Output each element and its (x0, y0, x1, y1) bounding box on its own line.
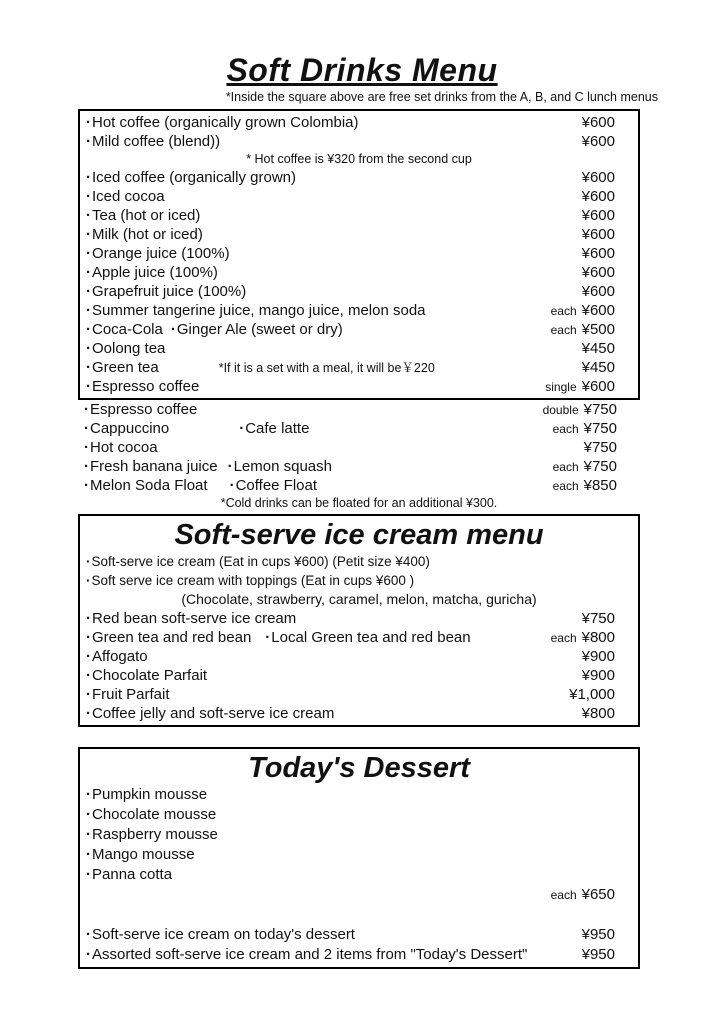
price-value: ¥650 (581, 886, 615, 903)
price-value: ¥600 (581, 207, 615, 224)
menu-item (86, 825, 218, 845)
menu-item (86, 282, 246, 301)
menu-item-row (78, 457, 640, 476)
spacer-row (80, 905, 638, 925)
menu-item-label: Iced coffee (organically grown) (92, 169, 296, 186)
menu-item-label: Milk (hot or iced) (92, 226, 203, 243)
section-soft-drinks-box (78, 109, 640, 400)
price-value: ¥750 (583, 439, 617, 456)
menu-item-label: Lemon squash (233, 458, 332, 475)
menu-item (86, 785, 207, 805)
menu-item (84, 457, 218, 476)
menu-title: Soft Drinks Menu (226, 52, 498, 88)
price-qualifier: single (545, 380, 577, 394)
price-value: ¥600 (581, 226, 615, 243)
price-value: ¥950 (581, 946, 615, 963)
price-group (582, 647, 615, 666)
menu-item (86, 685, 170, 704)
menu-subtitle: *Inside the square above are free set drinks from the A, B, and C lunch menus (225, 90, 658, 104)
menu-item-label: Cappuccino (90, 420, 170, 437)
menu-item-row (78, 400, 640, 419)
menu-item (86, 845, 195, 865)
bullet-icon: · (86, 629, 91, 646)
menu-item-row (80, 704, 638, 723)
menu-item-label: Coca-Cola (92, 321, 163, 338)
menu-item-label: Espresso coffee (90, 401, 198, 418)
price-group (553, 457, 617, 477)
bullet-icon: · (86, 806, 91, 823)
menu-item-label: Green tea (92, 359, 159, 376)
price-group (582, 244, 615, 263)
menu-item-label: Soft serve ice cream with toppings (Eat in cups ¥600 ) (91, 573, 415, 588)
bullet-icon: · (86, 826, 91, 843)
menu-item-row (80, 225, 638, 244)
price-group (543, 400, 617, 420)
price-qualifier: each (552, 460, 579, 474)
price-qualifier: each (550, 888, 577, 902)
section-soft-drinks-extra (78, 400, 640, 512)
price-group (582, 358, 615, 377)
price-value: ¥750 (583, 458, 617, 475)
menu-item-label: Oolong tea (92, 340, 166, 357)
menu-item-label: Grapefruit juice (100%) (92, 283, 247, 300)
menu-item-row (80, 785, 638, 805)
menu-item (86, 377, 199, 396)
bullet-icon: · (86, 169, 91, 186)
bullet-icon: · (86, 573, 91, 588)
menu-item-row (80, 805, 638, 825)
price-value: ¥900 (581, 667, 615, 684)
menu-note: * Hot coffee is ¥320 from the second cup (246, 152, 472, 166)
menu-item-label: Green tea and red bean (92, 629, 252, 646)
price-value: ¥600 (581, 302, 615, 319)
price-group (582, 225, 615, 244)
price-qualifier: each (552, 479, 579, 493)
bullet-icon: · (86, 340, 91, 357)
menu-item-row (80, 282, 638, 301)
menu-item-row (80, 609, 638, 628)
bullet-icon: · (86, 264, 91, 281)
menu-item-row (80, 571, 638, 590)
menu-item-row (80, 168, 638, 187)
menu-item (230, 476, 317, 495)
price-group (582, 263, 615, 282)
bullet-icon: · (86, 226, 91, 243)
menu-item-row (80, 885, 638, 905)
menu-item (86, 263, 218, 282)
menu-item (86, 552, 430, 571)
price-value: ¥600 (581, 188, 615, 205)
menu-item (86, 666, 207, 685)
price-value: ¥750 (581, 610, 615, 627)
price-value: ¥600 (581, 264, 615, 281)
price-value: ¥500 (581, 321, 615, 338)
bullet-icon: · (86, 554, 91, 569)
bullet-icon: · (86, 686, 91, 703)
menu-item-label: Mango mousse (92, 846, 195, 863)
menu-item (84, 400, 197, 419)
menu-item-label: Iced cocoa (92, 188, 165, 205)
price-group (551, 301, 615, 321)
menu-item (86, 358, 159, 377)
menu-item-row (80, 263, 638, 282)
inline-note (219, 359, 435, 378)
menu-item (86, 206, 200, 225)
price-group (545, 377, 615, 397)
bullet-icon: · (84, 420, 89, 437)
menu-item-row (80, 945, 638, 965)
menu-item (86, 244, 230, 263)
price-group (553, 419, 617, 439)
menu-item (86, 805, 216, 825)
menu-item (86, 571, 414, 590)
menu-item (86, 609, 296, 628)
menu-item (171, 320, 343, 339)
bullet-icon: · (86, 926, 91, 943)
menu-item-label: Local Green tea and red bean (271, 629, 471, 646)
bullet-icon: · (229, 477, 235, 494)
menu-item (86, 704, 334, 723)
menu-item-row (80, 825, 638, 845)
price-value: ¥800 (581, 705, 615, 722)
menu-item-row (80, 206, 638, 225)
bullet-icon: · (84, 477, 89, 494)
bullet-icon: · (86, 321, 91, 338)
price-value: ¥600 (581, 245, 615, 262)
menu-item (86, 628, 251, 647)
price-value: ¥1,000 (569, 686, 615, 703)
price-value: ¥950 (581, 926, 615, 943)
price-value: ¥600 (581, 169, 615, 186)
menu-item-label: Hot coffee (organically grown Colombia) (92, 114, 359, 131)
price-group (582, 206, 615, 225)
bullet-icon: · (86, 302, 91, 319)
inline-note-text: *If it is a set with a meal, it will be￥220 (218, 361, 435, 375)
menu-sections (0, 109, 724, 969)
price-group (551, 885, 615, 905)
menu-item-label: Ginger Ale (sweet or dry) (176, 321, 343, 338)
menu-note: (Chocolate, strawberry, caramel, melon, matcha, guricha) (181, 591, 537, 607)
bullet-icon: · (170, 321, 176, 338)
menu-item-label: Panna cotta (92, 866, 173, 883)
menu-item-label: Espresso coffee (92, 378, 200, 395)
menu-item-label: Coffee jelly and soft-serve ice cream (92, 705, 335, 722)
menu-item-row (80, 552, 638, 571)
menu-item (265, 628, 470, 647)
menu-item (84, 438, 158, 457)
menu-item-label: Orange juice (100%) (92, 245, 230, 262)
price-group (582, 187, 615, 206)
bullet-icon: · (86, 946, 91, 963)
bullet-icon: · (86, 114, 91, 131)
bullet-icon: · (86, 667, 91, 684)
bullet-icon: · (86, 283, 91, 300)
menu-item (86, 301, 426, 320)
price-group (582, 113, 615, 132)
price-qualifier: each (550, 323, 577, 337)
menu-item-row (78, 438, 640, 457)
menu-note: *Cold drinks can be floated for an additional ¥300. (220, 496, 498, 510)
bullet-icon: · (86, 359, 91, 376)
price-group (582, 666, 615, 685)
price-value: ¥750 (583, 401, 617, 418)
price-value: ¥900 (581, 648, 615, 665)
menu-item-label: Affogato (92, 648, 148, 665)
menu-item (86, 225, 203, 244)
section-title: Today's Dessert (248, 752, 470, 784)
menu-item-row (80, 845, 638, 865)
price-value: ¥600 (581, 283, 615, 300)
price-group (582, 282, 615, 301)
bullet-icon: · (239, 420, 245, 437)
menu-item (86, 865, 172, 885)
menu-item-label: Coffee Float (235, 477, 318, 494)
menu-item (84, 419, 169, 438)
menu-item-label: Soft-serve ice cream (Eat in cups ¥600) (Petit size ¥400) (91, 554, 430, 569)
price-value: ¥600 (581, 133, 615, 150)
menu-item (86, 925, 355, 945)
bullet-icon: · (86, 245, 91, 262)
menu-item-label: Assorted soft-serve ice cream and 2 items from "Today's Dessert" (92, 946, 528, 963)
menu-item-label: Chocolate mousse (92, 806, 217, 823)
bullet-icon: · (86, 648, 91, 665)
bullet-icon: · (227, 458, 233, 475)
bullet-icon: · (84, 439, 89, 456)
bullet-icon: · (84, 401, 89, 418)
price-value: ¥850 (583, 477, 617, 494)
menu-item-label: Hot cocoa (90, 439, 158, 456)
menu-item-row (80, 320, 638, 339)
price-qualifier: double (542, 403, 579, 417)
price-group (582, 925, 615, 945)
menu-item-label: Mild coffee (blend)) (92, 133, 221, 150)
menu-item-row (80, 377, 638, 396)
menu-item-row (80, 685, 638, 704)
menu-item (86, 187, 165, 206)
price-group (582, 168, 615, 187)
menu-item-label: Soft-serve ice cream on today's dessert (92, 926, 355, 943)
price-group (553, 476, 617, 496)
price-group (551, 320, 615, 340)
menu-item (84, 476, 208, 495)
price-group (582, 704, 615, 723)
menu-item-row (80, 244, 638, 263)
price-qualifier: each (552, 422, 579, 436)
bullet-icon: · (86, 188, 91, 205)
menu-item-row (80, 132, 638, 151)
section-soft-serve (78, 514, 640, 727)
menu-item-row (80, 113, 638, 132)
menu-item-row (78, 476, 640, 495)
menu-item-label: Tea (hot or iced) (92, 207, 201, 224)
price-group (582, 339, 615, 358)
menu-item-label: Fruit Parfait (92, 686, 170, 703)
menu-item-label: Pumpkin mousse (92, 786, 208, 803)
menu-item (239, 419, 309, 438)
menu-item (86, 339, 165, 358)
price-qualifier: each (550, 304, 577, 318)
menu-item-row (80, 628, 638, 647)
bullet-icon: · (86, 207, 91, 224)
price-value: ¥600 (581, 114, 615, 131)
price-group (582, 945, 615, 965)
menu-item-label: Red bean soft-serve ice cream (92, 610, 297, 627)
section-dessert (78, 747, 640, 969)
menu-item (86, 945, 527, 965)
menu-item-label: Melon Soda Float (90, 477, 208, 494)
menu-item-row (80, 925, 638, 945)
bullet-icon: · (86, 610, 91, 627)
menu-item-label: Fresh banana juice (90, 458, 218, 475)
price-value: ¥750 (583, 420, 617, 437)
menu-item (228, 457, 332, 476)
bullet-icon: · (86, 133, 91, 150)
menu-item-label: Apple juice (100%) (92, 264, 218, 281)
price-group (551, 628, 615, 648)
bullet-icon: · (86, 866, 91, 883)
bullet-icon: · (84, 458, 89, 475)
menu-item (86, 113, 359, 132)
price-qualifier: each (550, 631, 577, 645)
bullet-icon: · (265, 629, 271, 646)
menu-item-label: Raspberry mousse (92, 826, 218, 843)
menu-item-row (80, 339, 638, 358)
price-value: ¥450 (581, 340, 615, 357)
section-title: Soft-serve ice cream menu (174, 519, 544, 551)
menu-item-row (80, 647, 638, 666)
menu-item-row (80, 187, 638, 206)
price-group (584, 438, 617, 457)
price-group (582, 132, 615, 151)
menu-item (86, 168, 296, 187)
menu-item-label: Cafe latte (245, 420, 310, 437)
menu-item (86, 132, 220, 151)
bullet-icon: · (86, 378, 91, 395)
menu-item-row (80, 865, 638, 885)
menu-item-label: Chocolate Parfait (92, 667, 208, 684)
price-group (569, 685, 615, 704)
price-group (582, 609, 615, 628)
menu-item (86, 647, 148, 666)
menu-item-row (78, 419, 640, 438)
bullet-icon: · (86, 846, 91, 863)
price-value: ¥600 (581, 378, 615, 395)
menu-item-row (80, 301, 638, 320)
price-value: ¥450 (581, 359, 615, 376)
bullet-icon: · (86, 786, 91, 803)
price-value: ¥800 (581, 629, 615, 646)
menu-item-row (80, 358, 638, 377)
menu-item-row (80, 666, 638, 685)
menu-item (86, 320, 163, 339)
menu-item-label: Summer tangerine juice, mango juice, melon soda (92, 302, 426, 319)
bullet-icon: · (86, 705, 91, 722)
